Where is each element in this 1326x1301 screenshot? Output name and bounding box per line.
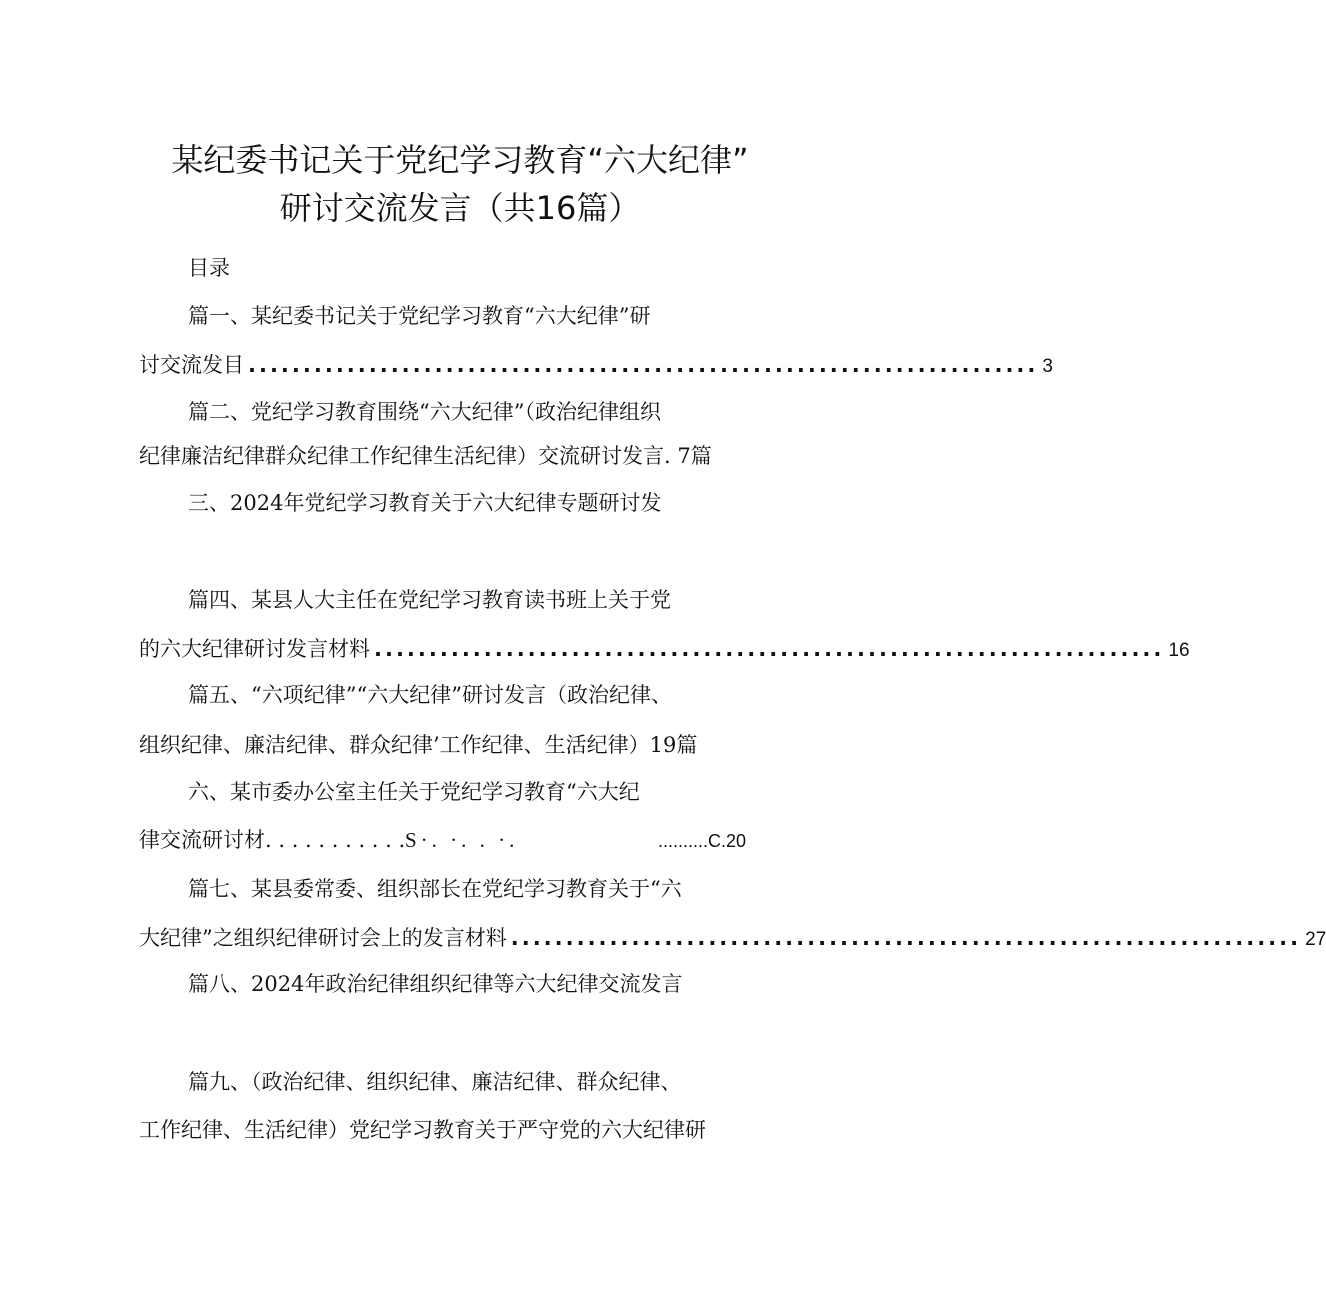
toc-entry-2-line-2[interactable]: 纪律廉洁纪律群众纪律工作纪律生活纪律）交流研讨发言. 7篇 (139, 444, 712, 468)
toc-entry-6-line-2[interactable]: 律交流研讨材. . . . . . . . . . . (139, 828, 406, 852)
toc-entry-8-line-1[interactable]: 篇八、2024年政治纪律组织纪律等六大纪律交流发言 (188, 972, 683, 996)
toc-entry-1-line-1[interactable]: 篇一、某纪委书记关于党纪学习教育“六大纪律”研 (188, 304, 651, 328)
toc-entry-7-text: 大纪律”之组织纪律研讨会上的发言材料 (139, 926, 507, 950)
toc-entry-6-page-fragment: ..........C.20 (658, 831, 747, 851)
toc-heading: 目录 (188, 256, 230, 280)
toc-entry-5-line-2[interactable]: 组织纪律、廉洁纪律、群众纪律’工作纪律、生活纪律）19篇 (139, 733, 698, 757)
toc-entry-7-leader: ........................................................................ (510, 926, 1302, 950)
toc-entry-1-page-number: 3 (1042, 356, 1053, 377)
toc-entry-3-line-1[interactable]: 三、2024年党纪学习教育关于六大纪律专题研讨发 (188, 491, 662, 515)
toc-entry-4-page-number: 16 (1168, 640, 1190, 661)
toc-entry-4-text: 的六大纪律研讨发言材料 (139, 637, 370, 661)
toc-entry-6-garbled-fragment: S·. ·. . ·. (405, 828, 519, 852)
toc-entry-4-leader: ........................................................................ (374, 637, 1165, 661)
toc-entry-6-line-1[interactable]: 六、某市委办公室主任关于党纪学习教育“六大纪 (188, 780, 640, 804)
toc-entry-9-line-2[interactable]: 工作纪律、生活纪律）党纪学习教育关于严守党的六大纪律研 (139, 1118, 706, 1142)
toc-entry-1-text: 讨交流发目 (139, 353, 244, 377)
toc-entry-4-line-2[interactable] (139, 635, 1190, 665)
document-title-line-2: 研讨交流发言（共16篇） (279, 189, 641, 227)
toc-entry-7-line-2[interactable] (139, 924, 1326, 954)
toc-entry-1-line-2[interactable] (139, 351, 1053, 381)
toc-entry-1-leader: ........................................................................ (248, 353, 1039, 377)
toc-entry-7-line-1[interactable]: 篇七、某县委常委、组织部长在党纪学习教育关于“六 (188, 877, 682, 901)
toc-entry-9-line-1[interactable]: 篇九、（政治纪律、组织纪律、廉洁纪律、群众纪律、 (188, 1070, 682, 1094)
toc-entry-4-line-1[interactable]: 篇四、某县人大主任在党纪学习教育读书班上关于党 (188, 588, 671, 612)
document-title-line-1: 某纪委书记关于党纪学习教育“六大纪律” (171, 141, 749, 179)
toc-entry-2-line-1[interactable]: 篇二、党纪学习教育围绕“六大纪律”（政治纪律组织 (188, 400, 661, 424)
toc-entry-7-page-number: 27 (1305, 929, 1326, 950)
toc-entry-5-line-1[interactable]: 篇五、“六项纪律”“六大纪律”研讨发言（政治纪律、 (188, 683, 672, 707)
